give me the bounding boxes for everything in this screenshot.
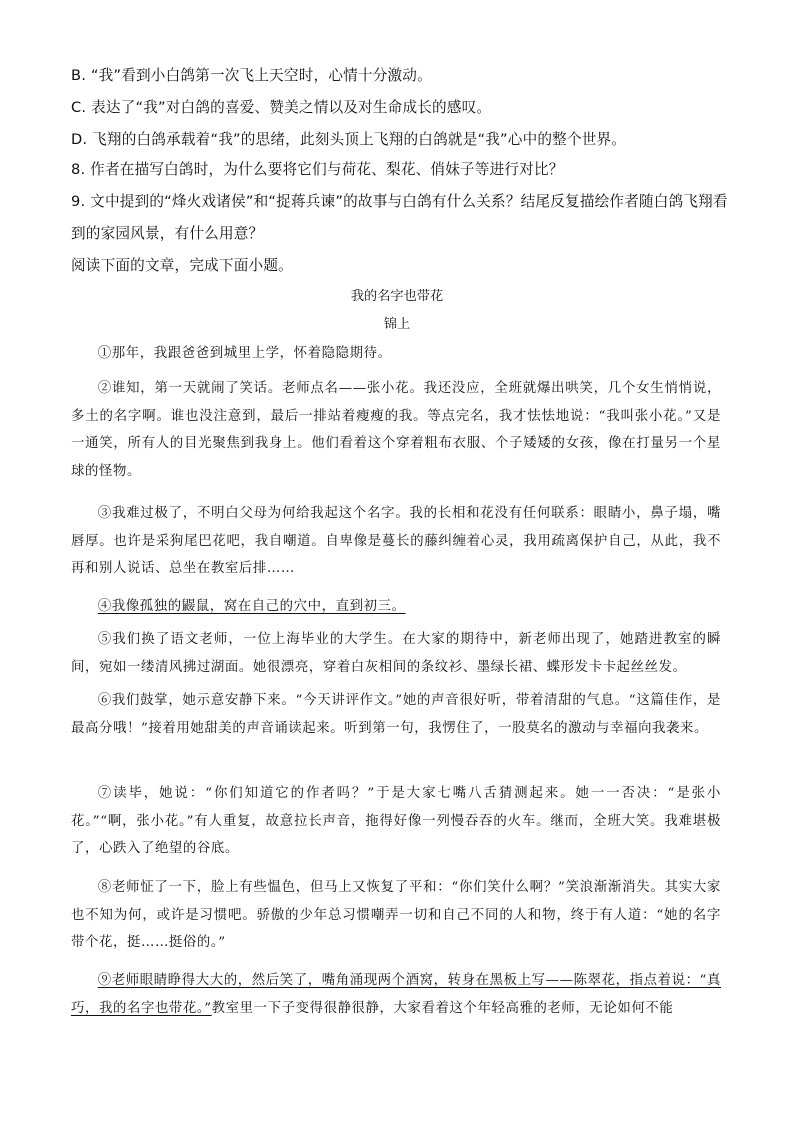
article-author: 锦上: [383, 317, 411, 332]
question-9-line-1: 9. 文中提到的“烽火戏诸侯”和“捉蒋兵谏”的故事与白鸽有什么关系？结尾反复描绘作者随白鸽飞翔看: [71, 193, 728, 210]
paragraph-2: ②谁知，第一天就闹了笑话。老师点名——张小花。我还没应，全班就爆出哄笑，几个女生悄悄说，多土的名字啊。谁也没注意到，最后一排站着瘦瘦的我。等点完名，我才怯怯地说：“我叫张小花。”又是一通笑，所有人的目光聚焦到我身上。他们看着这个穿着粗布衣服、个子矮矮的女孩，像在打量另一个星球的怪物。: [71, 381, 721, 480]
paragraph-4-underlined: ④我像孤独的鼹鼠，窝在自己的穴中，直到初三。: [97, 599, 406, 614]
paragraph-9-underlined: ⑨老师眼睛睁得大大的，然后笑了，嘴角涌现两个酒窝，转身在黑板上写——陈翠花，指点着说：“真巧，我的名字也带花。”: [71, 973, 721, 1016]
paragraph-9-rest: 教室里一下子变得很静很静，大家看着这个年轻高雅的老师，无论如何不能: [211, 1000, 674, 1016]
option-c: C. 表达了“我”对白鸽的喜爱、赞美之情以及对生命成长的感叹。: [71, 99, 492, 116]
option-d: D. 飞翔的白鸽承载着“我”的思绪，此刻头顶上飞翔的白鸽就是“我”心中的整个世界。: [71, 131, 627, 148]
paragraph-1: ①那年，我跟爸爸到城里上学，怀着隐隐期待。: [97, 346, 392, 361]
reading-instruction: 阅读下面的文章，完成下面小题。: [71, 257, 293, 274]
article-title: 我的名字也带花: [350, 289, 444, 304]
option-b: B. “我”看到小白鸽第一次飞上天空时，心情十分激动。: [71, 67, 432, 84]
paragraph-6: ⑥我们鼓掌，她示意安静下来。“今天讲评作文。”她的声音很好听，带着清甜的气息。“这篇佳作，是最高分哦！”接着用她甜美的声音诵读起来。听到第一句，我愣住了，一股莫名的激动与幸福向我袭来。: [71, 693, 721, 736]
paragraph-5: ⑤我们换了语文老师，一位上海毕业的大学生。在大家的期待中，新老师出现了，她踏进教室的瞬间，宛如一缕清风拂过湖面。她很漂亮，穿着白灰相间的条纹衫、墨绿长裙、蝶形发卡卡起丝丝发。: [71, 632, 721, 675]
paragraph-4: [71, 593, 721, 621]
question-9-line-2: 到的家园风景，有什么用意？: [71, 225, 264, 242]
paragraph-3: ③我难过极了，不明白父母为何给我起这个名字。我的长相和花没有任何联系：眼睛小，鼻子塌，嘴唇厚。也许是采狗尾巴花吧，我自嘲道。自卑像是蔓长的藤纠缠着心灵，我用疏离保护自己，从此，我不再和别人说话、总坐在教室后排……: [71, 506, 721, 577]
paragraph-7: ⑦读毕，她说：“你们知道它的作者吗？”于是大家七嘴八舌猜测起来。她一一否决：“是张小花。”“啊，张小花。”有人重复，故意拉长声音，拖得好像一列慢吞吞的火车。继而，全班大笑。我难堪极了，心跌入了绝望的谷底。: [71, 786, 721, 857]
paragraph-9: [71, 967, 721, 1022]
question-8: 8. 作者在描写白鸽时，为什么要将它们与荷花、梨花、俏妹子等进行对比？: [71, 161, 564, 178]
paragraph-8: ⑧老师怔了一下，脸上有些愠色，但马上又恢复了平和：“你们笑什么啊？”笑浪渐渐消失。其实大家也不知为何，或许是习惯吧。骄傲的少年总习惯嘲弄一切和自己不同的人和物，终于有人道：“她的名字带个花，挺……挺俗的。”: [71, 880, 721, 951]
